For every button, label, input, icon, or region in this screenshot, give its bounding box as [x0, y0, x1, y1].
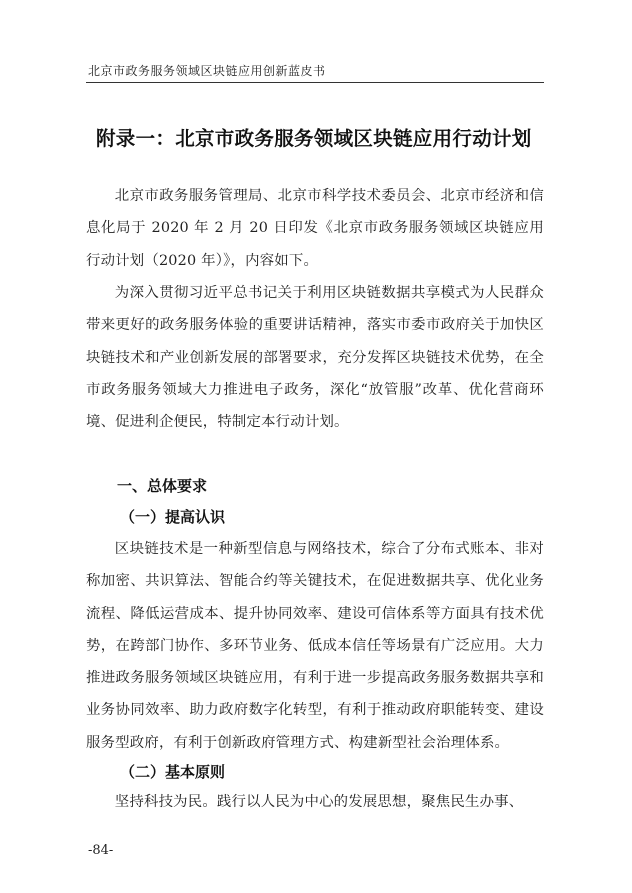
section-heading: 一、总体要求: [117, 477, 208, 495]
intro-paragraph: 为深入贯彻习近平总书记关于利用区块链数据共享模式为人民群众带来更好的政务服务体验的重要讲话精神，落实市委市政府关于加快区块链技术和产业创新发展的部署要求，充分发挥区块链技术优势，在全市政务服务领域大力推进电子政务，深化“放管服”改革、优化营商环境、促进利企便民，特制定本行动计划。: [86, 285, 544, 431]
running-header: 北京市政务服务领域区块链应用创新蓝皮书: [88, 64, 326, 78]
body-paragraph: 区块链技术是一种新型信息与网络技术，综合了分布式账本、非对称加密、共识算法、智能合约等关键技术，在促进数据共享、优化业务流程、降低运营成本、提升协同效率、建设可信体系等方面具有技术优势，在跨部门协作、多环节业务、低成本信任等场景有广泛应用。大力推进政务服务领域区块链应用，有利于进一步提高政务服务数据共享和业务协同效率、助力政府数字化转型，有利于推动政府职能转变、建设服务型政府，有利于创新政府管理方式、构建新型社会治理体系。: [86, 541, 544, 751]
intro-paragraph: 北京市政务服务管理局、北京市科学技术委员会、北京市经济和信息化局于 2020 年 2 月 20 日印发《北京市政务服务领域区块链应用行动计划（2020 年）》，内容如下。: [86, 188, 544, 269]
page-number: -84-: [88, 843, 114, 858]
subsection-heading: （一）提高认识: [120, 508, 226, 526]
body-paragraph: 坚持科技为民。践行以人民为中心的发展思想，聚焦民生办事、: [114, 794, 524, 810]
header-divider: [86, 82, 544, 83]
subsection-heading: （二）基本原则: [120, 763, 226, 781]
page-title: 附录一：北京市政务服务领域区块链应用行动计划: [96, 127, 532, 150]
